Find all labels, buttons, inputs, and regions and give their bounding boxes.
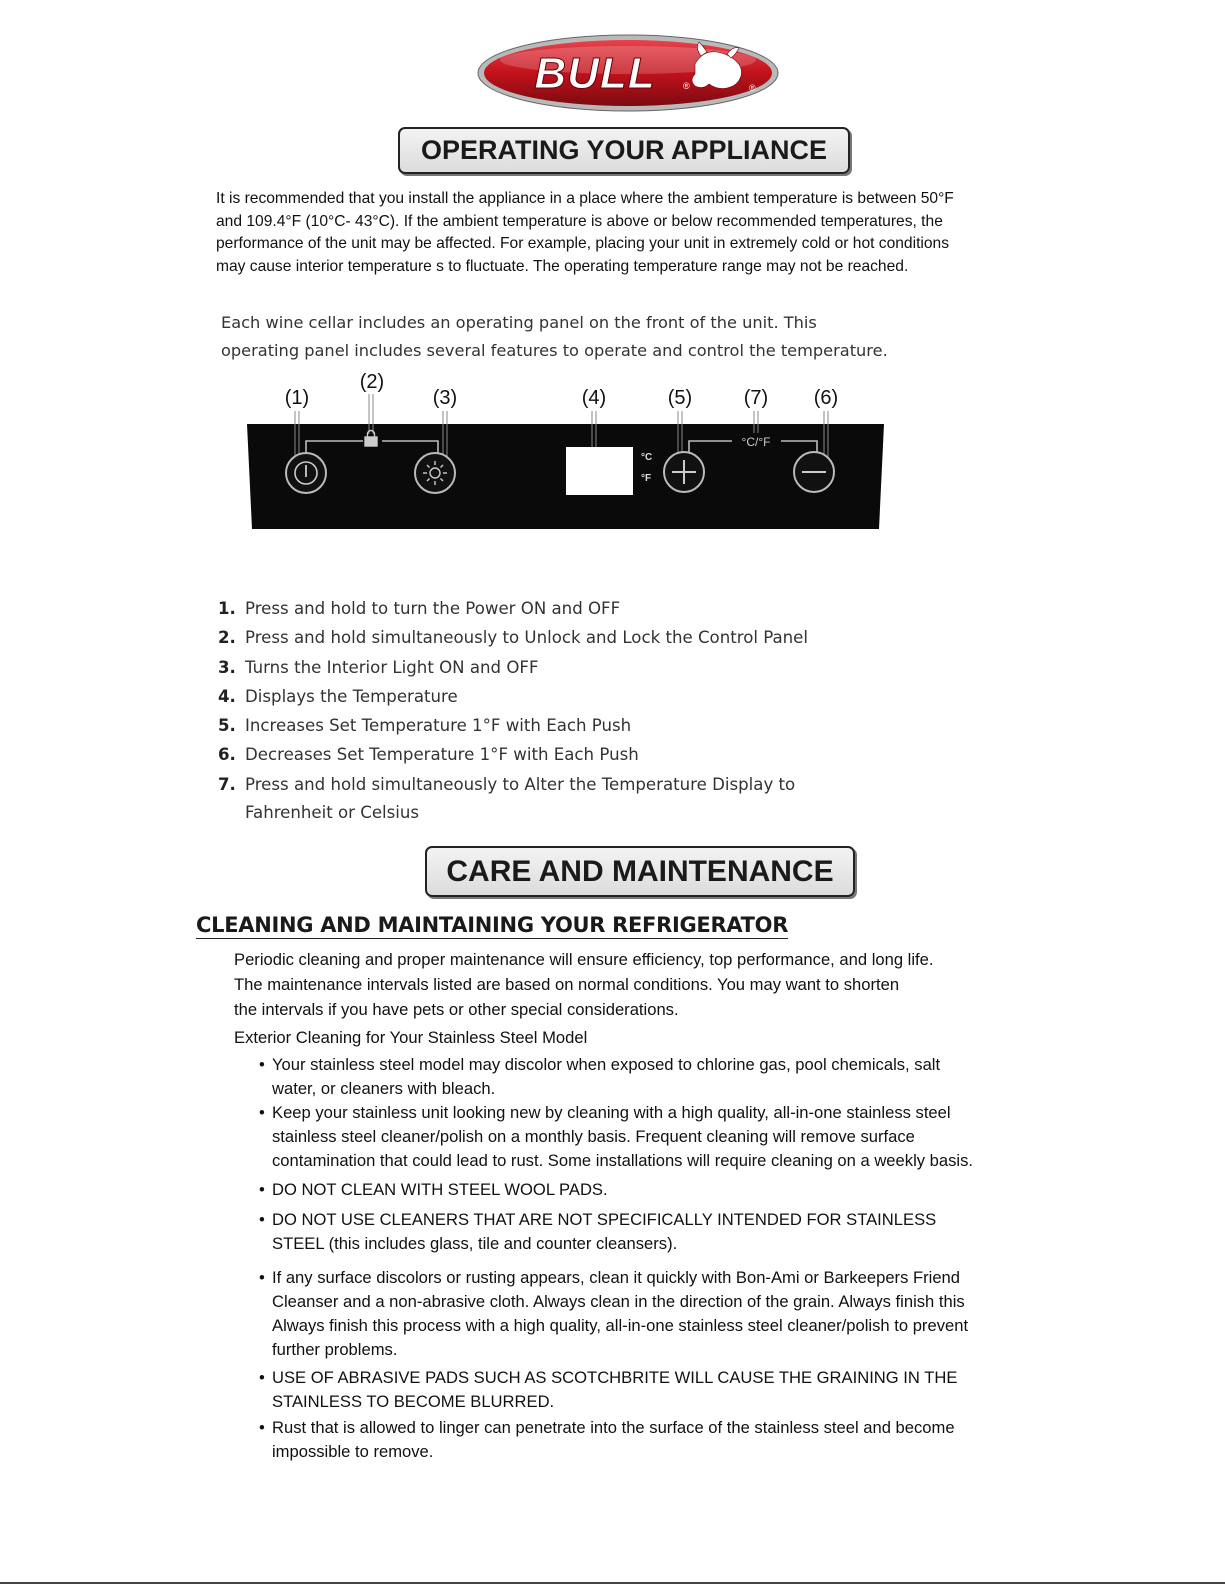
- callout-5: (5): [667, 387, 693, 409]
- bullet-item-5: • If any surface discolors or rusting appears, clean it quickly with Bon-Ami or Barkeepers Friend Cleanser and a non-abrasive cloth. Always clean in the direction of the grain. Always finish this Always finish this process with a high quality, all-in-one stainless steel cleaner/polish to prevent further problems.: [259, 1268, 969, 1359]
- unit-toggle-label: °C/°F: [741, 435, 771, 449]
- feature-item-4: 4. Displays the Temperature: [218, 686, 458, 706]
- temperature-display: [566, 447, 633, 495]
- feature-item-6: 6. Decreases Set Temperature 1°F with Each Push: [218, 745, 639, 765]
- cleaning-title: CLEANING AND MAINTAINING YOUR REFRIGERATOR: [196, 913, 789, 937]
- bull-logo: [477, 34, 779, 112]
- callout-3: (3): [432, 387, 458, 409]
- feature-item-2: 2. Press and hold simultaneously to Unlock and Lock the Control Panel: [218, 628, 808, 648]
- callout-7: (7): [743, 387, 769, 409]
- unit-f-label: °F: [641, 473, 652, 484]
- care-section-header: CARE AND MAINTENANCE: [425, 846, 855, 897]
- care-intro-line-2: The maintenance intervals listed are based on normal conditions. You may want to shorten: [234, 975, 900, 994]
- plus-icon: [664, 452, 704, 492]
- feature-list: [218, 595, 885, 828]
- feature-item-1: 1. Press and hold to turn the Power ON and OFF: [218, 599, 621, 618]
- power-icon: [286, 453, 326, 493]
- control-panel-diagram: [244, 369, 889, 539]
- ambient-line-2: and 109.4°F (10°C- 43°C). If the ambient temperature is above or below recommended temperatures, the: [216, 212, 943, 230]
- bullet-item-3: • DO NOT CLEAN WITH STEEL WOOL PADS.: [259, 1178, 608, 1202]
- callout-2: (2): [359, 371, 385, 393]
- light-icon: [415, 453, 455, 493]
- bullet-dot: •: [259, 1055, 265, 1074]
- callout-6: (6): [813, 387, 839, 409]
- bullet-item-7: • Rust that is allowed to linger can penetrate into the surface of the stainless steel and become impossible to remove.: [259, 1418, 955, 1461]
- care-intro-line-3: the intervals if you have pets or other special considerations.: [234, 1000, 679, 1019]
- exterior-cleaning-title: Exterior Cleaning for Your Stainless Steel Model: [234, 1028, 588, 1047]
- callout-4: (4): [581, 387, 607, 409]
- svg-text:®: ®: [749, 83, 756, 93]
- panel-body: [247, 424, 884, 529]
- bullet-dot: •: [259, 1210, 265, 1229]
- bottom-rule: [0, 1582, 1225, 1584]
- feature-item-7: 7. Press and hold simultaneously to Alter the Temperature Display to Fahrenheit or Celsius: [218, 774, 796, 823]
- ambient-line-4: may cause interior temperature s to fluctuate. The operating temperature range may not be reached.: [216, 257, 909, 275]
- bullet-item-1: • Your stainless steel model may discolor when exposed to chlorine gas, pool chemicals, salt water, or cleaners with bleach.: [259, 1055, 941, 1098]
- bullet-dot: •: [259, 1268, 265, 1287]
- bullet-dot: •: [259, 1418, 265, 1437]
- svg-text:BULL: BULL: [534, 49, 656, 98]
- bullet-dot: •: [259, 1180, 265, 1199]
- bullet-dot: •: [259, 1368, 265, 1387]
- svg-text:®: ®: [683, 81, 690, 91]
- bullet-dot: •: [259, 1103, 265, 1122]
- care-intro-line-1: Periodic cleaning and proper maintenance will ensure efficiency, top performance, and long life.: [234, 950, 934, 969]
- callout-1: (1): [284, 387, 310, 409]
- unit-c-label: °C: [641, 452, 653, 463]
- bullet-item-4: • DO NOT USE CLEANERS THAT ARE NOT SPECIFICALLY INTENDED FOR STAINLESS STEEL (this includes glass, tile and counter cleansers).: [259, 1210, 937, 1253]
- ambient-line-1: It is recommended that you install the appliance in a place where the ambient temperature is between 50°F: [216, 190, 954, 207]
- bullet-item-2: • Keep your stainless unit looking new by cleaning with a high quality, all-in-one stainless steel stainless steel cleaner/polish on a monthly basis. Frequent cleaning will remove surface contamination that could lead to rust. Some installations will require cleaning on a weekly basis.: [259, 1103, 974, 1170]
- feature-item-5: 5. Increases Set Temperature 1°F with Each Push: [218, 716, 632, 736]
- panel-intro-line-1: Each wine cellar includes an operating panel on the front of the unit. This: [221, 313, 817, 332]
- panel-intro-line-2: operating panel includes several features to operate and control the temperature.: [221, 340, 888, 360]
- feature-item-3: 3. Turns the Interior Light ON and OFF: [218, 657, 539, 677]
- minus-icon: [794, 452, 834, 492]
- operating-section-header: OPERATING YOUR APPLIANCE: [398, 127, 850, 174]
- bullet-item-6: • USE OF ABRASIVE PADS SUCH AS SCOTCHBRITE WILL CAUSE THE GRAINING IN THE STAINLESS TO BECOME BLURRED.: [259, 1368, 958, 1411]
- ambient-line-3: performance of the unit may be affected. For example, placing your unit in extremely cold or hot conditions: [216, 235, 950, 252]
